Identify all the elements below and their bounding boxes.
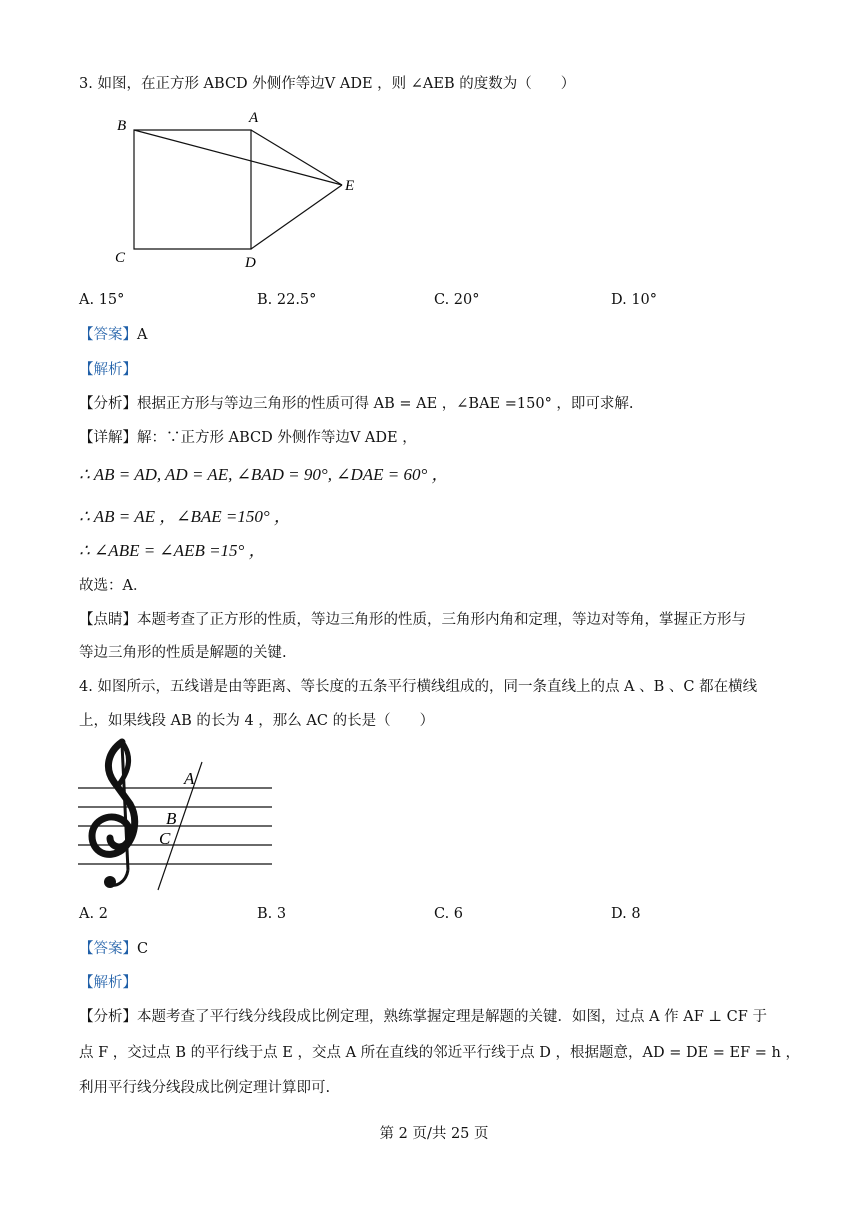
q4-fenxi-1 [79,1007,767,1027]
q3-dianjing-2: 等边三角形的性质是解题的关键. [79,645,287,661]
label-D: D [245,255,256,271]
q4-staff-figure [78,738,278,898]
q4-stem-2: 上，如果线段 AB 的长为 4 ，那么 AC 的长是（ ） [79,713,435,729]
label-A: A [249,110,259,126]
analysis-tag: 【解析】 [79,975,137,991]
q4-fenxi-2: 点 F ，交过点 B 的平行线于点 E ，交点 A 所在直线的邻近平行线于点 D ，根据题意，AD = DE = EF = h ， [79,1045,800,1061]
fenxi-text-1: 本题考查了平行线分线段成比例定理，熟练掌握定理是解题的关键．如图，过点 A 作 AF ⊥ CF 于 [137,1009,767,1025]
q4-fenxi-3: 利用平行线分线段成比例定理计算即可. [79,1080,331,1096]
answer-tag: 【答案】 [79,327,137,343]
label-A: A [184,769,195,788]
q4-stem-1: 4. 如图所示，五线谱是由等距离、等长度的五条平行横线组成的，同一条直线上的点 A 、B 、C 都在横线 [79,679,758,695]
q3-choice-d: D. 10° [611,292,658,308]
page-footer: 第 2 页/共 25 页 [379,1126,489,1142]
q4-analysis-tag [79,973,137,993]
q3-square-figure [108,108,368,278]
q4-choice-c: C. 6 [434,906,464,922]
label-E: E [345,178,355,194]
label-B: B [117,118,127,134]
dianjing-tag: 【点睛】 [79,612,137,628]
q4-answer [79,939,148,959]
label-C: C [115,250,126,266]
answer-value: A [137,327,148,343]
xiangjie-text: 解：∵正方形 ABCD 外侧作等边V ADE ， [137,430,417,446]
answer-value: C [137,941,149,957]
xiangjie-tag: 【详解】 [79,430,137,446]
fenxi-tag: 【分析】 [79,1009,137,1025]
label-C: C [159,829,171,848]
q3-stem: 3. 如图，在正方形 ABCD 外侧作等边V ADE ，则 ∠AEB 的度数为（ ） [79,76,576,92]
q3-analysis-tag [79,360,137,380]
fenxi-tag: 【分析】 [79,396,137,412]
q3-choice-c: C. 20° [434,292,480,308]
q3-choice-a: A. 15° [79,292,125,308]
q4-choice-b: B. 3 [257,906,287,922]
q3-dianjing-1 [79,610,746,630]
q3-conclusion: 故选：A． [79,578,148,594]
dianjing-text-1: 本题考查了正方形的性质，等边三角形的性质，三角形内角和定理，等边对等角，掌握正方形与 [137,612,746,628]
treble-clef-icon [92,742,135,888]
q3-answer [79,325,147,345]
q3-xiangjie [79,428,417,448]
q3-step1: ∴ AB = AD, AD = AE, ∠BAD = 90°, ∠DAE = 60° ， [79,465,449,484]
q4-choice-d: D. 8 [611,906,641,922]
q3-fenxi [79,394,634,414]
q3-choice-b: B. 22.5° [257,292,317,308]
q3-step3: ∴ ∠ABE = ∠AEB =15° ， [79,541,266,560]
q3-step2: ∴ AB = AE ，∠BAE =150° ， [79,507,291,526]
answer-tag: 【答案】 [79,941,137,957]
q4-choice-a: A. 2 [79,906,108,922]
fenxi-text: 根据正方形与等边三角形的性质可得 AB = AE ，∠BAE =150° ，即可求解. [137,396,634,412]
analysis-tag: 【解析】 [79,362,137,378]
label-B: B [166,809,177,828]
